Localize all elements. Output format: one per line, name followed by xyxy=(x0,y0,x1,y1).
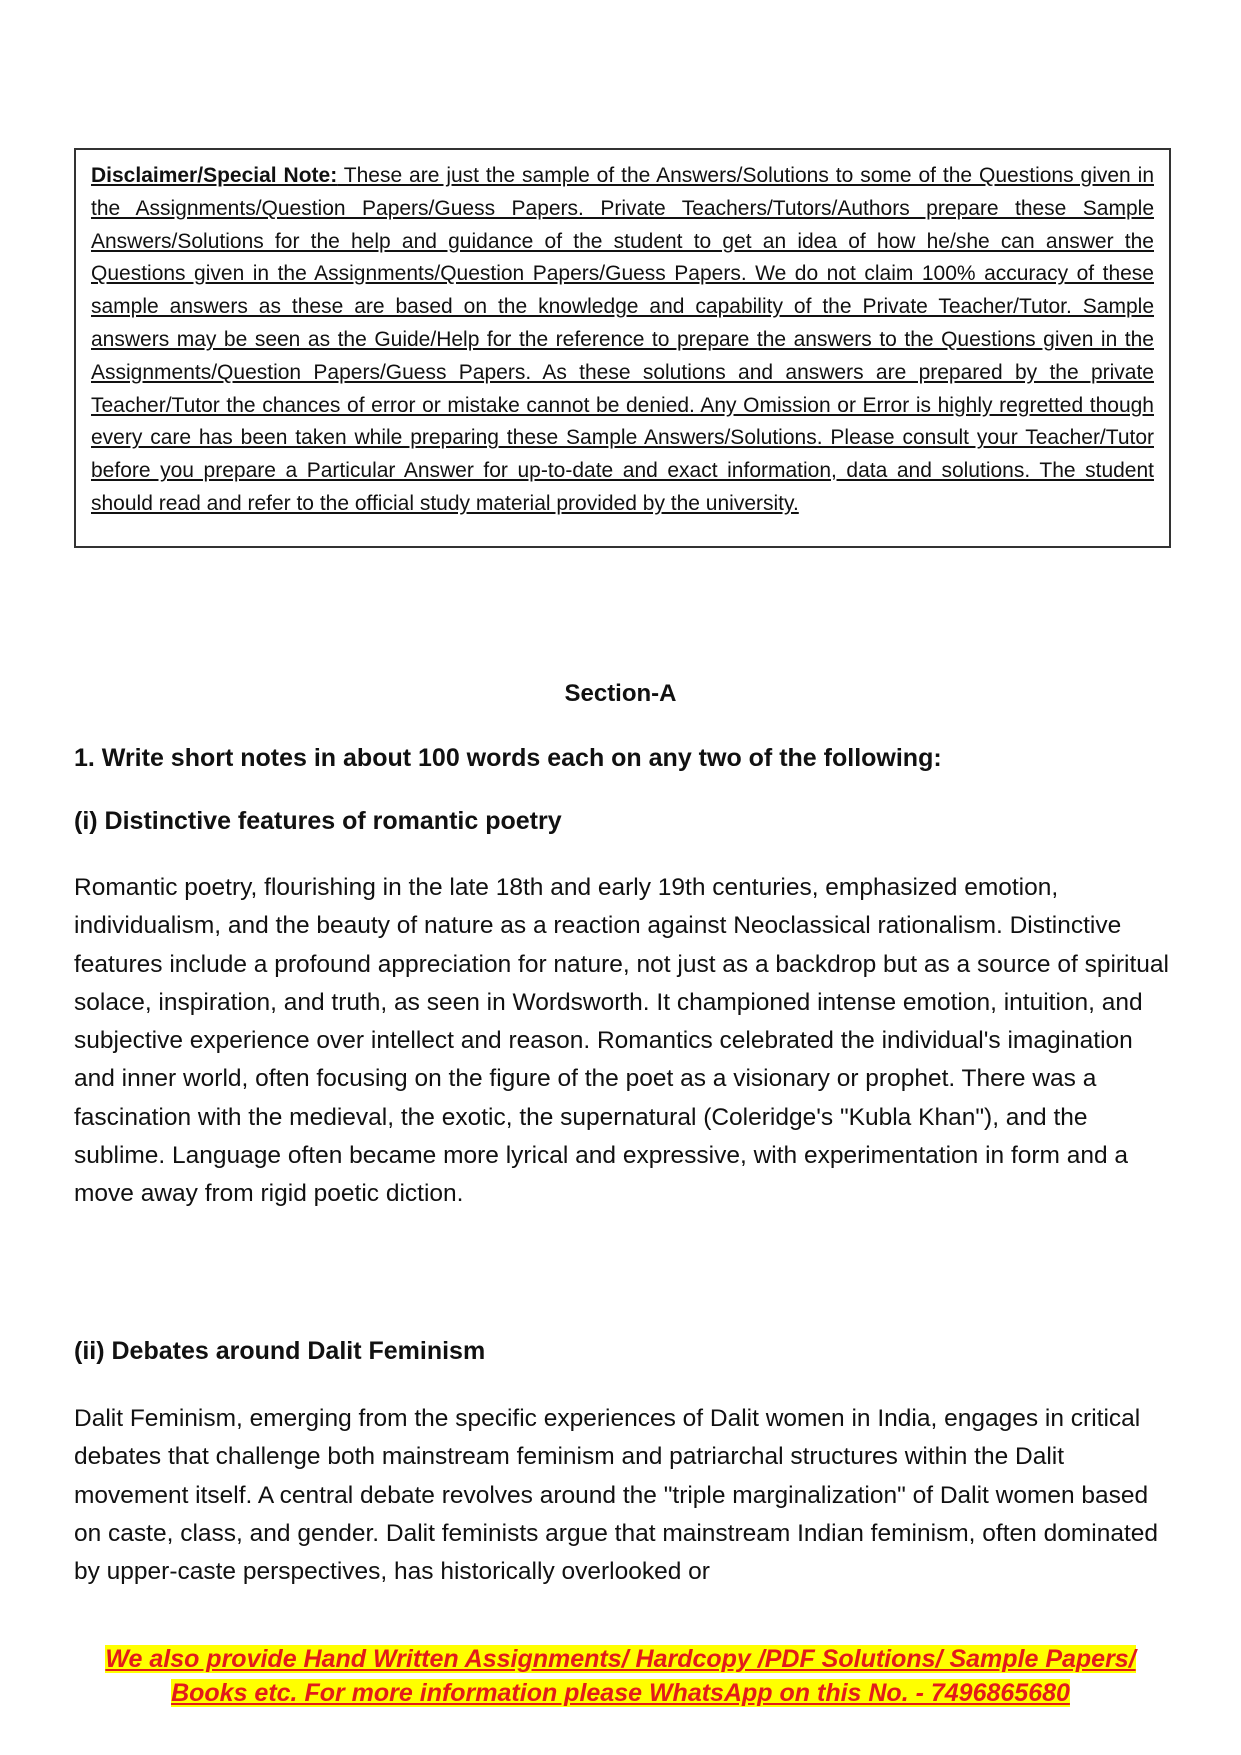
question-text: 1. Write short notes in about 100 words each on any two of the following: xyxy=(74,744,942,772)
section-title: Section-A xyxy=(564,680,677,707)
disclaimer-text xyxy=(91,160,1154,521)
promo-footer xyxy=(0,1642,1241,1710)
disclaimer-box xyxy=(74,148,1171,548)
disclaimer-label: Disclaimer/Special Note: xyxy=(91,164,338,187)
note-heading-1: (i) Distinctive features of romantic poetry xyxy=(74,807,562,835)
note-body-2: Dalit Feminism, emerging from the specific experiences of Dalit women in India, engages in critical debates that challenge both mainstream feminism and patriarchal structures within the Dalit movement itself. A central debate revolves around the "triple marginalization" of Dalit women based on caste, class, and gender. Dalit feminists argue that mainstream Indian feminism, often dominated by upper-caste perspectives, has historically overlooked or xyxy=(74,1405,1159,1586)
note-body-1: Romantic poetry, flourishing in the late 18th and early 19th centuries, emphasized emotion, individualism, and the beauty of nature as a reaction against Neoclassical rationalism. Distinctive features include a profound appreciation for nature, not just as a backdrop but as a source of spiritual solace, inspiration, and truth, as seen in Wordsworth. It championed intense emotion, intuition, and subjective experience over intellect and reason. Romantics celebrated the individual's imagination and inner world, often focusing on the figure of the poet as a visionary or prophet. There was a fascination with the medieval, the exotic, the supernatural (Coleridge's "Kubla Khan"), and the sublime. Language often became more lyrical and expressive, with experimentation in form and a move away from rigid poetic diction. xyxy=(74,874,1169,1208)
promo-line-1: We also provide Hand Written Assignments/ Hardcopy /PDF Solutions/ Sample Papers/ xyxy=(105,1645,1136,1673)
promo-line-2: Books etc. For more information please WhatsApp on this No. - 7496865680 xyxy=(171,1679,1070,1707)
disclaimer-body: These are just the sample of the Answers/Solutions to some of the Questions given in the Assignments/Question Papers/Guess Papers. Private Teachers/Tutors/Authors prepare these Sample Answers/Solutions for the help and guidance of the student to get an idea of how he/she can answer the Questions given in the Assignments/Question Papers/Guess Papers. We do not claim 100% accuracy of these sample answers as these are based on the knowledge and capability of the Private Teacher/Tutor. Sample answers may be seen as the Guide/Help for the reference to prepare the answers to the Questions given in the Assignments/Question Papers/Guess Papers. As these solutions and answers are prepared by the private Teacher/Tutor the chances of error or mistake cannot be denied. Any Omission or Error is highly regretted though every care has been taken while preparing these Sample Answers/Solutions. Please consult your Teacher/Tutor before you prepare a Particular Answer for up-to-date and exact information, data and solutions. The student should read and refer to the official study material provided by the university. xyxy=(91,164,1154,515)
note-heading-2: (ii) Debates around Dalit Feminism xyxy=(74,1337,486,1365)
